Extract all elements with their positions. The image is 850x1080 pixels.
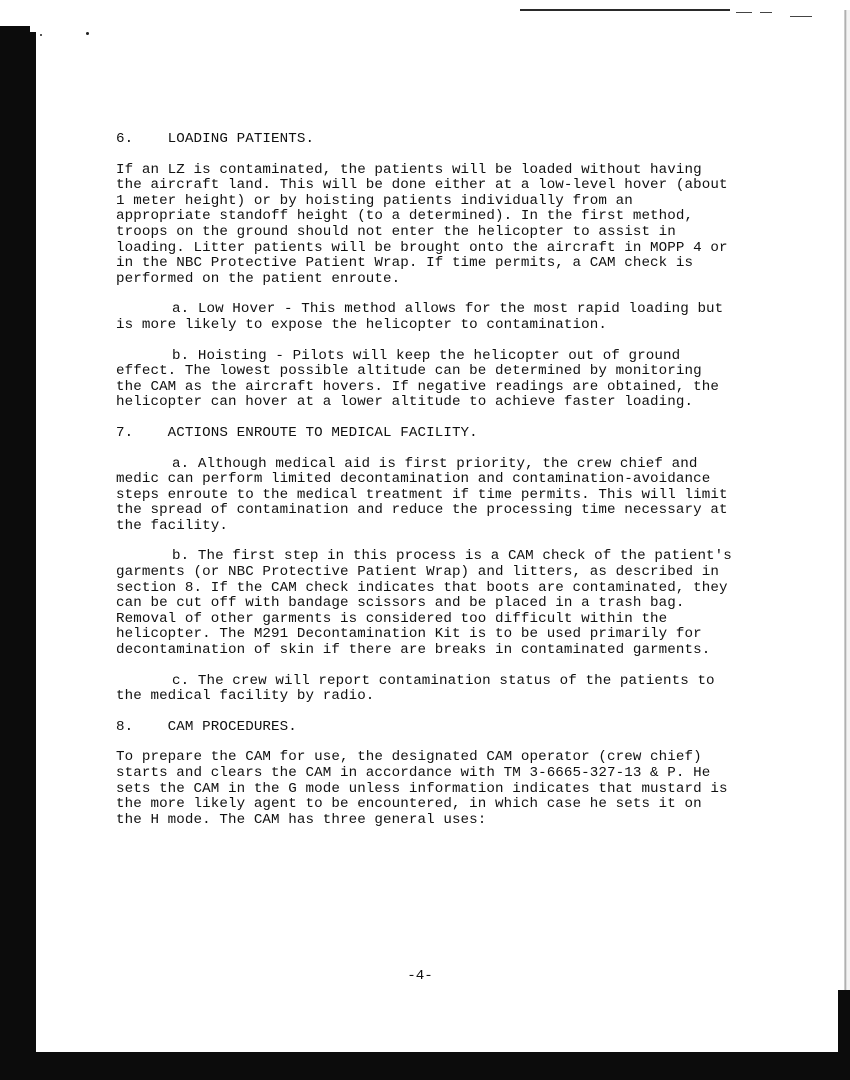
- paragraph: a. Although medical aid is first priority, the crew chief and medic can perform limited decontamination and contamination-avoidance steps enroute to the medical treatment if time permits. This will limit the spread of contamination and reduce the processing time necessary at the facility.: [116, 455, 728, 534]
- scan-speck: [40, 34, 42, 36]
- section-actions-enroute: [116, 426, 736, 705]
- page-number: -4-: [407, 968, 433, 984]
- paragraph: c. The crew will report contamination status of the patients to the medical facility by radio.: [116, 672, 715, 705]
- scan-right-edge: [840, 10, 850, 1052]
- section-heading: 8. CAM PROCEDURES.: [116, 718, 297, 735]
- paragraph: a. Low Hover - This method allows for the most rapid loading but is more likely to expose the helicopter to contamination.: [116, 301, 724, 333]
- scan-top-line: [520, 9, 730, 11]
- section-cam-procedures: [116, 720, 736, 829]
- scan-top-dash: [790, 16, 812, 17]
- section-heading: 7. ACTIONS ENROUTE TO MEDICAL FACILITY.: [116, 424, 478, 441]
- scan-left-edge: [0, 32, 36, 1080]
- scan-top-dash: [760, 12, 772, 13]
- section-heading: 6. LOADING PATIENTS.: [116, 131, 315, 147]
- document-body: [116, 132, 736, 843]
- scan-top-dash: [736, 12, 752, 13]
- section-loading-patients: [116, 132, 736, 411]
- paragraph: b. Hoisting - Pilots will keep the helicopter out of ground effect. The lowest possible altitude can be determined by monitoring the CAM as the aircraft hovers. If negative readings are obtained, the helicopter can hover at a lower altitude to achieve faster loading.: [116, 347, 719, 411]
- paragraph: If an LZ is contaminated, the patients will be loaded without having the aircraft land. This will be done either at a low-level hover (about 1 meter height) or by hoisting patients individually from an appropriate standoff height (to a determined). In the first method, troops on the ground should not enter the helicopter to assist in loading. Litter patients will be brought onto the aircraft in MOPP 4 or in the NBC Protective Patient Wrap. If time permits, a CAM check is performed on the patient enroute.: [116, 161, 728, 287]
- scan-right-edge-dark: [838, 990, 850, 1052]
- scan-bottom-edge: [30, 1052, 850, 1080]
- paragraph: To prepare the CAM for use, the designated CAM operator (crew chief) starts and clears the CAM in accordance with TM 3-6665-327-13 & P. He sets the CAM in the G mode unless information indicates that mustard is the more likely agent to be encountered, in which case he sets it on the H mode. The CAM has three general uses:: [116, 749, 728, 828]
- scan-speck: [86, 32, 89, 35]
- paragraph: b. The first step in this process is a CAM check of the patient's garments (or NBC Protective Patient Wrap) and litters, as described in section 8. If the CAM check indicates that boots are contaminated, they can be cut off with bandage scissors and be placed in a trash bag. Removal of other garments is considered too difficult within the helicopter. The M291 Decontamination Kit is to be used primarily for decontamination of skin if there are breaks in contaminated garments.: [116, 548, 732, 659]
